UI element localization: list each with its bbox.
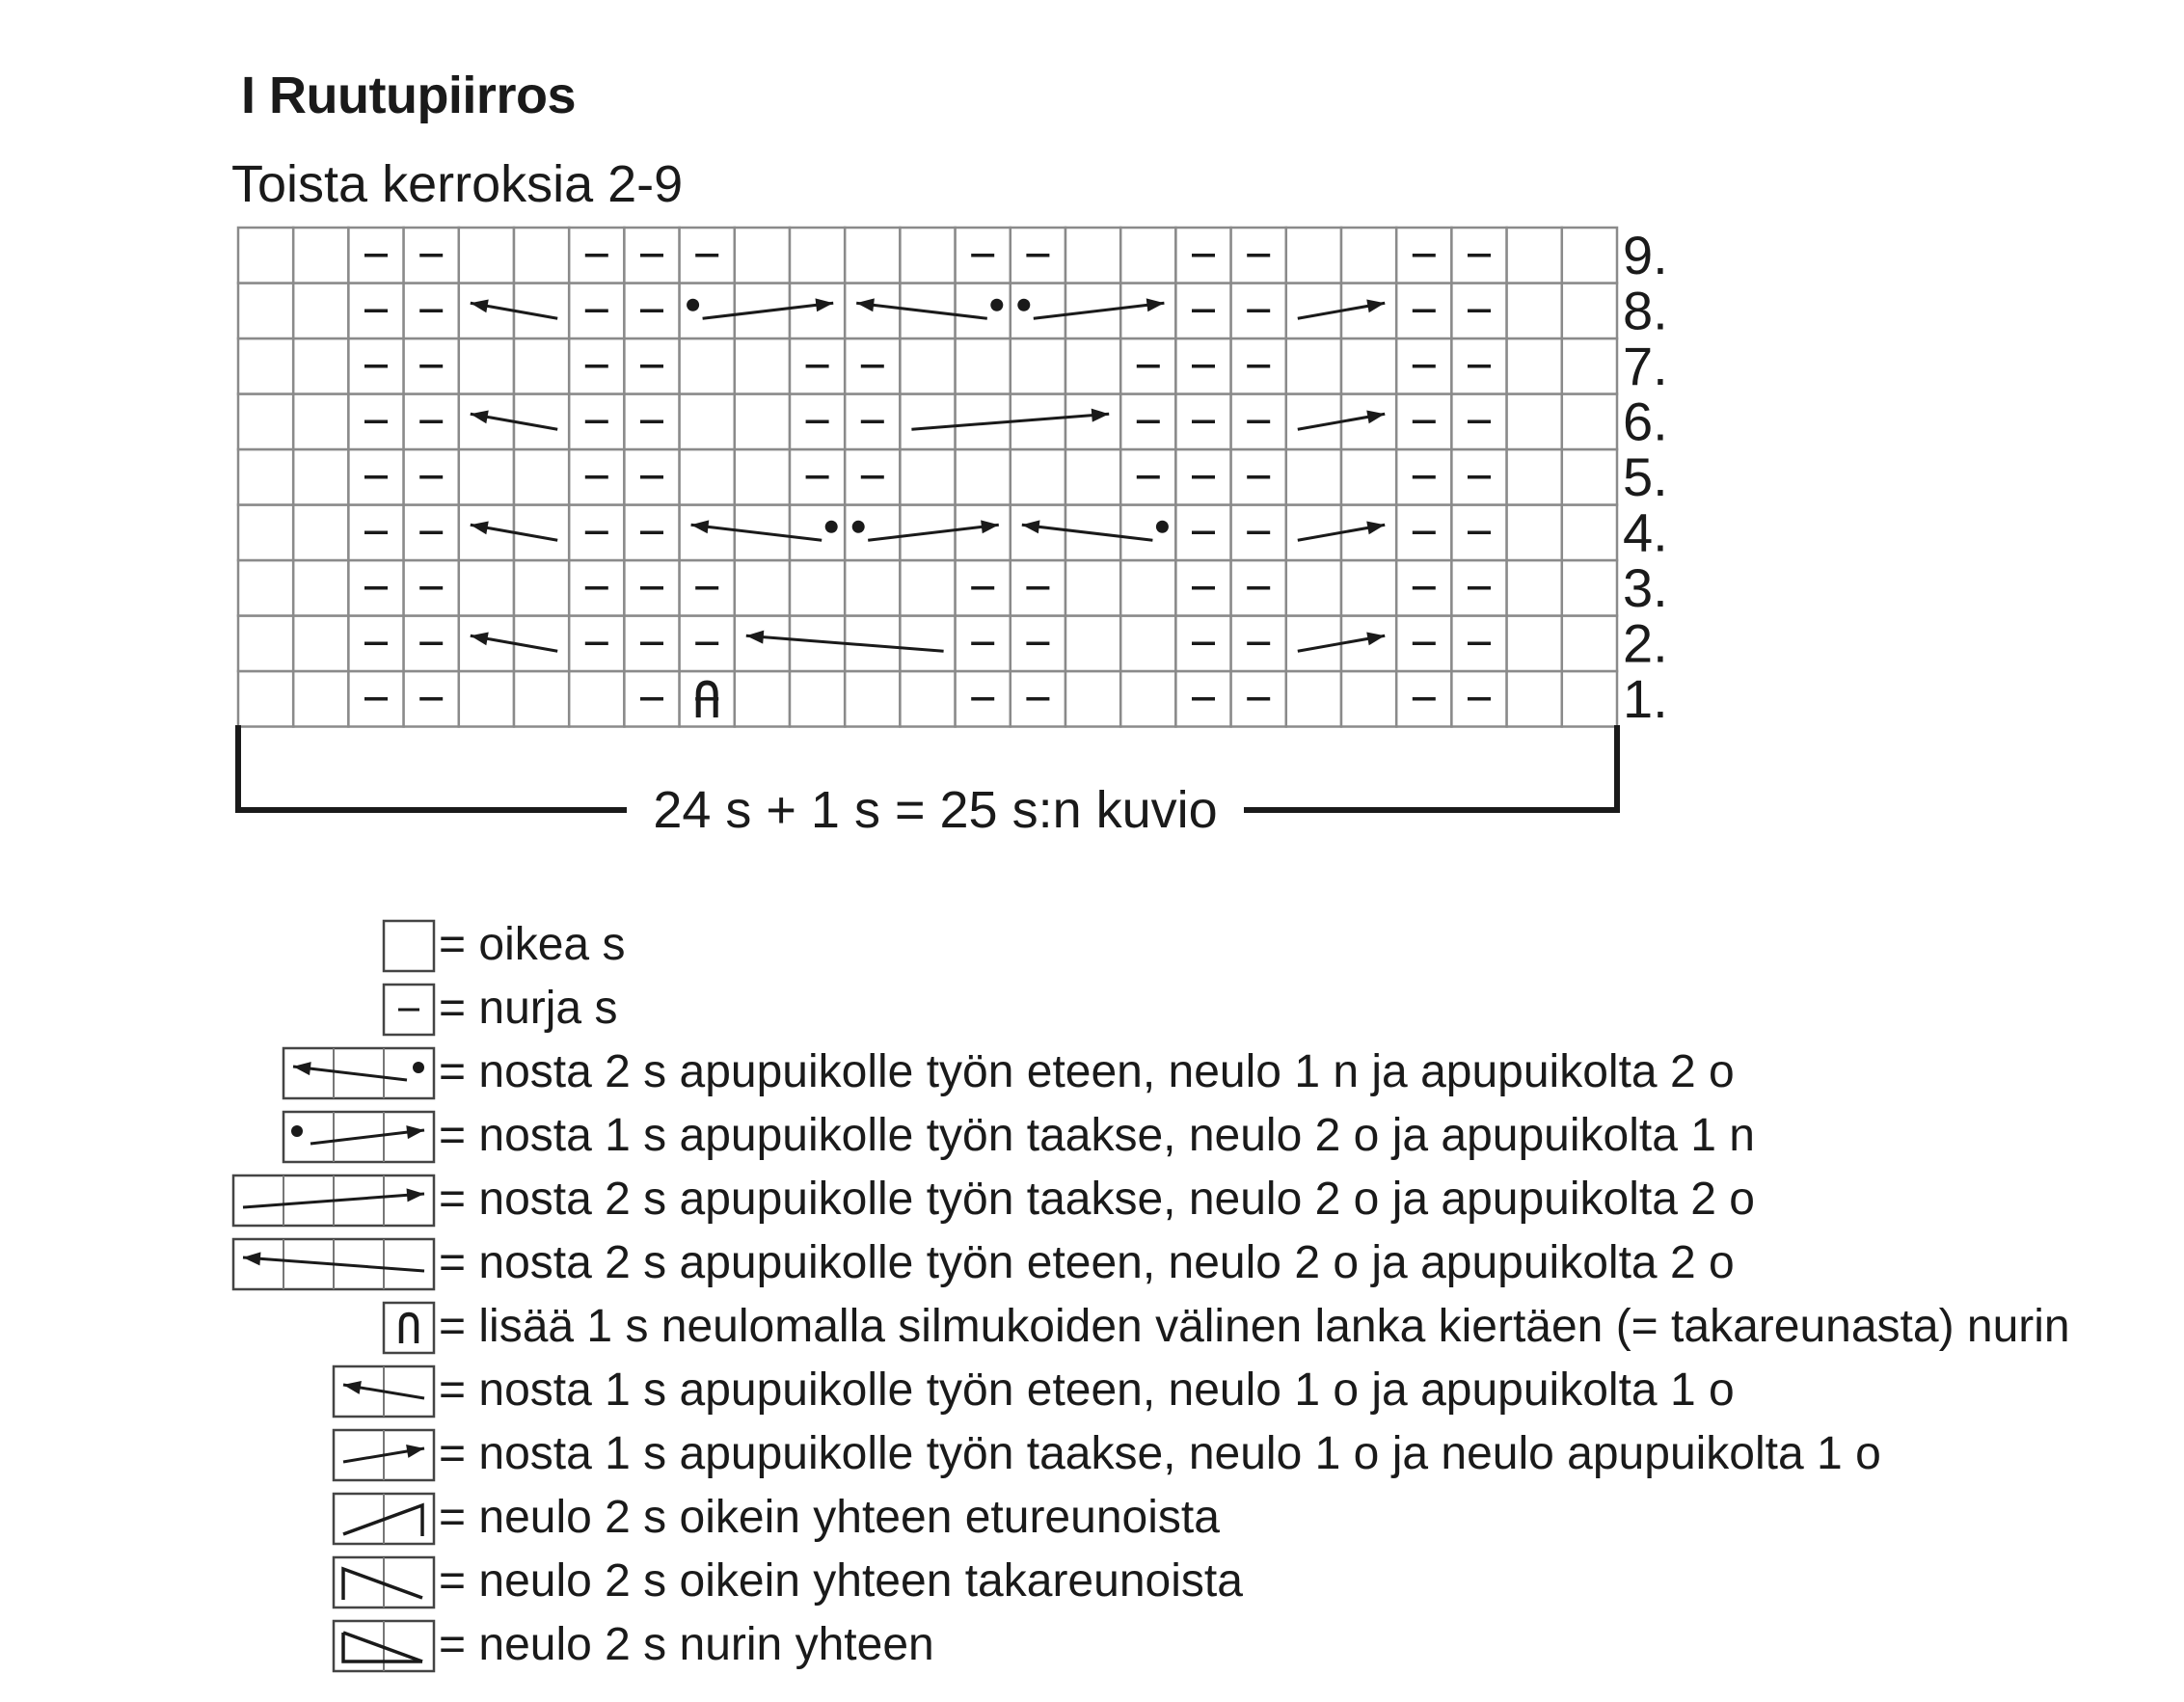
increase-icon [382,1301,436,1355]
chart-cell [1562,671,1617,727]
chart-cell [1562,284,1617,339]
chart-cell [1065,560,1120,616]
row-label: 4. [1623,501,1668,563]
cable-dot [687,299,699,311]
chart-cell [1120,671,1175,727]
chart-cell [293,560,348,616]
row-label: 2. [1623,612,1668,674]
chart-cell [293,284,348,339]
chart-cell [1120,505,1175,561]
chart-cell [1341,449,1396,505]
chart-cell [238,616,293,672]
chart-cell [735,228,790,284]
row-label: 1. [1623,668,1668,729]
cable-3-right-dot-icon [282,1110,436,1164]
k2tog-icon [332,1492,436,1546]
purl-icon [382,983,436,1037]
chart-cell [845,560,900,616]
cable-dot [990,299,1003,311]
chart-cell [1286,338,1341,394]
chart-cell [956,449,1011,505]
cable-dot [1017,299,1030,311]
knit-icon [382,919,436,973]
chart-grid [238,228,1617,727]
chart-cell [1562,449,1617,505]
chart-cell [293,505,348,561]
chart-cell [1562,560,1617,616]
legend-text: = nosta 2 s apupuikolle työn eteen, neulo 2 o ja apupuikolta 2 o [439,1237,1735,1288]
chart-cell [293,449,348,505]
chart-cell [1341,338,1396,394]
chart-cell [238,338,293,394]
chart-cell [735,616,790,672]
chart-cell [1065,616,1120,672]
chart-cell [1507,449,1562,505]
chart-cell [1065,228,1120,284]
chart-cell [735,394,790,450]
cable-2-left-icon [332,1364,436,1418]
chart-cell [845,671,900,727]
chart-cell [1562,616,1617,672]
chart-cell [1507,394,1562,450]
legend-text: = oikea s [439,919,626,970]
chart-cell [790,505,845,561]
chart-cell [1065,338,1120,394]
chart-cell [1507,560,1562,616]
row-label: 6. [1623,391,1668,452]
chart-cell [514,228,569,284]
legend-text: = nosta 1 s apupuikolle työn taakse, neulo 1 o ja neulo apupuikolta 1 o [439,1428,1881,1479]
chart-cell [1507,616,1562,672]
chart-cell [293,671,348,727]
chart-cell [514,449,569,505]
chart-cell [1065,394,1120,450]
chart-cell [900,228,955,284]
chart-cell [293,228,348,284]
legend-text: = neulo 2 s oikein yhteen takareunoista [439,1555,1243,1607]
row-label: 5. [1623,446,1668,507]
chart-cell [900,671,955,727]
chart-cell [1286,560,1341,616]
chart-cell [735,449,790,505]
legend-text: = nosta 1 s apupuikolle työn eteen, neulo 1 o ja apupuikolta 1 o [439,1364,1735,1416]
cable-dot [1156,521,1169,533]
chart-cell [900,616,955,672]
chart-subtitle: Toista kerroksia 2-9 [231,155,684,213]
chart-cell [1507,671,1562,727]
legend-text: = neulo 2 s nurin yhteen [439,1619,934,1670]
chart-cell [845,228,900,284]
legend-text: = neulo 2 s oikein yhteen etureunoista [439,1492,1220,1543]
k2tog-tbl-icon [332,1555,436,1609]
chart-cell [900,394,955,450]
row-label: 3. [1623,557,1668,618]
chart-cell [1562,394,1617,450]
chart-cell [680,284,735,339]
legend-text: = lisää 1 s neulomalla silmukoiden välinen lanka kiertäen (= takareunasta) nurin [439,1301,2070,1352]
chart-cell [1341,560,1396,616]
row-label: 8. [1623,280,1668,341]
chart-cell [1065,449,1120,505]
chart-cell [1011,338,1065,394]
legend-text: = nosta 2 s apupuikolle työn taakse, neulo 2 o ja apupuikolta 2 o [439,1174,1755,1225]
chart-cell [1120,560,1175,616]
chart-cell [238,671,293,727]
cable-4-left-icon [231,1237,436,1291]
chart-cell [1286,671,1341,727]
chart-cell [293,394,348,450]
chart-cell [735,671,790,727]
chart-cell [790,228,845,284]
chart-cell [459,449,514,505]
chart-cell [1011,284,1065,339]
chart-cell [459,338,514,394]
cable-3-left-dot-icon [282,1046,436,1100]
legend-text: = nurja s [439,983,618,1034]
row-label: 9. [1623,225,1668,285]
chart-cell [1341,671,1396,727]
chart-cell [680,449,735,505]
chart-cell [1507,284,1562,339]
chart-cell [900,449,955,505]
chart-cell [1562,338,1617,394]
chart-cell [238,505,293,561]
chart-cell [569,671,624,727]
chart-cell [1011,449,1065,505]
cable-4-right-icon [231,1174,436,1228]
chart-cell [1120,616,1175,672]
cable-dot [852,521,865,533]
chart-cell [1286,228,1341,284]
chart-title: I Ruutupiirros [241,67,576,124]
chart-cell [680,394,735,450]
chart-cell [680,338,735,394]
chart-cell [845,505,900,561]
chart-cell [1065,671,1120,727]
chart-cell [238,394,293,450]
chart-cell [514,338,569,394]
chart-cell [956,284,1011,339]
chart-cell [900,338,955,394]
row-labels [1623,225,1668,729]
chart-cell [956,338,1011,394]
chart-cell [790,671,845,727]
chart-cell [735,338,790,394]
chart-cell [1341,228,1396,284]
cable-2-right-icon [332,1428,436,1482]
chart-cell [1286,449,1341,505]
chart-cell [1562,505,1617,561]
chart-cell [900,560,955,616]
chart-cell [459,560,514,616]
chart-cell [1507,505,1562,561]
chart-cell [238,284,293,339]
p2tog-icon [332,1619,436,1673]
chart-cell [514,671,569,727]
chart-cell [293,338,348,394]
chart-cell [293,616,348,672]
chart-cell [238,560,293,616]
cable-dot [825,521,838,533]
legend-text: = nosta 2 s apupuikolle työn eteen, neulo 1 n ja apupuikolta 2 o [439,1046,1735,1097]
chart-cell [1507,338,1562,394]
chart-cell [1120,228,1175,284]
repeat-label: 24 s + 1 s = 25 s:n kuvio [653,781,1218,839]
legend-text: = nosta 1 s apupuikolle työn taakse, neulo 2 o ja apupuikolta 1 n [439,1110,1755,1161]
chart-cell [459,228,514,284]
chart-cell [459,671,514,727]
chart-cell [514,560,569,616]
chart-cell [1562,228,1617,284]
chart-cell [790,560,845,616]
row-label: 7. [1623,336,1668,396]
chart-cell [735,560,790,616]
chart-cell [1507,228,1562,284]
chart-cell [238,449,293,505]
chart-cell [238,228,293,284]
